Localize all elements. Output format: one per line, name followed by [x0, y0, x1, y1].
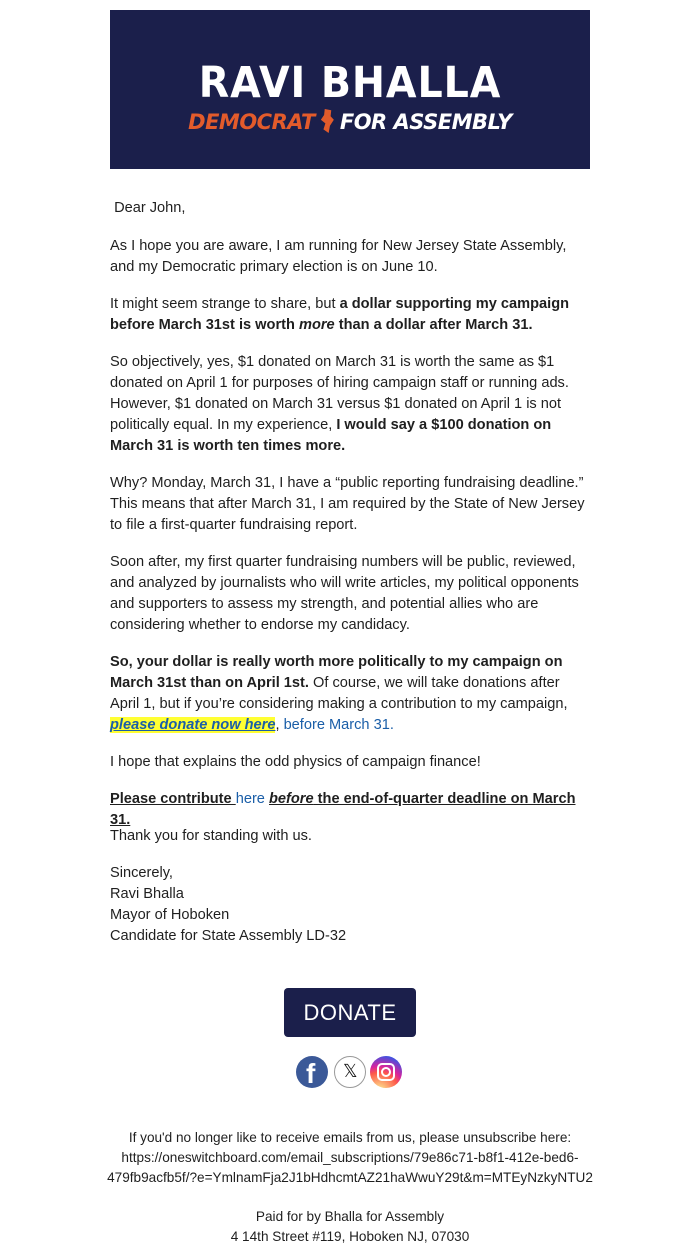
sign-off: Sincerely,	[110, 865, 173, 881]
address-line: 4 14th Street #119, Hoboken NJ, 07030	[230, 1229, 470, 1244]
signer-candidacy: Candidate for State Assembly LD-32	[110, 928, 347, 944]
paid-for-disclaimer	[110, 1207, 590, 1247]
signer-title: Mayor of Hoboken	[110, 907, 230, 923]
header-banner	[110, 10, 590, 169]
paragraph-7: I hope that explains the odd physics of campaign finance!	[110, 754, 481, 770]
unsubscribe-url-line-1[interactable]: https://oneswitchboard.com/email_subscriptions/79e86c71-b8f1-412e-bed6-	[121, 1150, 579, 1165]
paragraph-3: So objectively, yes, $1 donated on March 31 is worth the same as $1 donated on April 1 for purposes of hiring campaign staff or running ads. However, $1 donated on March 31 versus $1 donated on April 1 is not politically equal. In my experience, I would say a $100 donation on March 31 is worth ten times more.	[110, 354, 569, 454]
paragraph-6: So, your dollar is really worth more politically to my campaign on March 31st than on April 1st. Of course, we will take donations after April 1, but if you’re considering making a contribution to my campaign, please donate now here, before March 31.	[110, 654, 568, 733]
paid-for-line: Paid for by Bhalla for Assembly	[255, 1209, 445, 1224]
greeting: Dear John,	[114, 200, 186, 216]
signature-block	[110, 863, 590, 947]
paragraph-9: Thank you for standing with us.	[110, 828, 312, 844]
x-twitter-icon[interactable]: 𝕏	[334, 1056, 366, 1088]
signer-name: Ravi Bhalla	[110, 886, 184, 902]
candidate-name-logo: RAVI BHALLA	[198, 58, 502, 108]
instagram-icon[interactable]	[370, 1056, 402, 1088]
contribute-here-link[interactable]: here	[235, 791, 265, 807]
donate-now-link[interactable]: please donate now here	[110, 717, 276, 733]
social-links	[296, 1056, 406, 1090]
unsubscribe-text: If you'd no longer like to receive emails from us, please unsubscribe here:	[128, 1130, 572, 1145]
facebook-icon[interactable]: f	[296, 1056, 328, 1088]
for-assembly-label: FOR ASSEMBLY	[339, 110, 512, 134]
paragraph-5: Soon after, my first quarter fundraising numbers will be public, reviewed, and analyzed by journalists who will write articles, my political opponents and supporters to assess my strength, and potential allies who are considering whether to endorse my candidacy.	[110, 554, 579, 633]
new-jersey-icon	[321, 109, 334, 133]
democrat-label: DEMOCRAT	[188, 110, 315, 134]
paragraph-2: It might seem strange to share, but a dollar supporting my campaign before March 31st is worth more than a dollar after March 31.	[110, 296, 570, 333]
tagline	[110, 109, 590, 134]
unsubscribe-url-line-2[interactable]: 479fb9acfb5f/?e=YmlnamFja2J1bHdhcmtAZ21haWwuY29t&m=MTEyNzkyNTU2	[107, 1170, 593, 1185]
before-march-31-link[interactable]: before March 31.	[283, 717, 394, 733]
email-container	[107, 10, 593, 1244]
donate-button[interactable]: DONATE	[284, 988, 416, 1037]
paragraph-1: As I hope you are aware, I am running for New Jersey State Assembly, and my Democratic primary election is on June 10.	[110, 238, 567, 275]
unsubscribe-footer	[90, 1128, 610, 1188]
paragraph-4: Why? Monday, March 31, I have a “public reporting fundraising deadline.” This means that after March 31, I am required by the State of New Jersey to file a first-quarter fundraising report.	[110, 475, 585, 533]
paragraph-8: Please contribute here before the end-of-quarter deadline on March 31.	[110, 791, 576, 828]
